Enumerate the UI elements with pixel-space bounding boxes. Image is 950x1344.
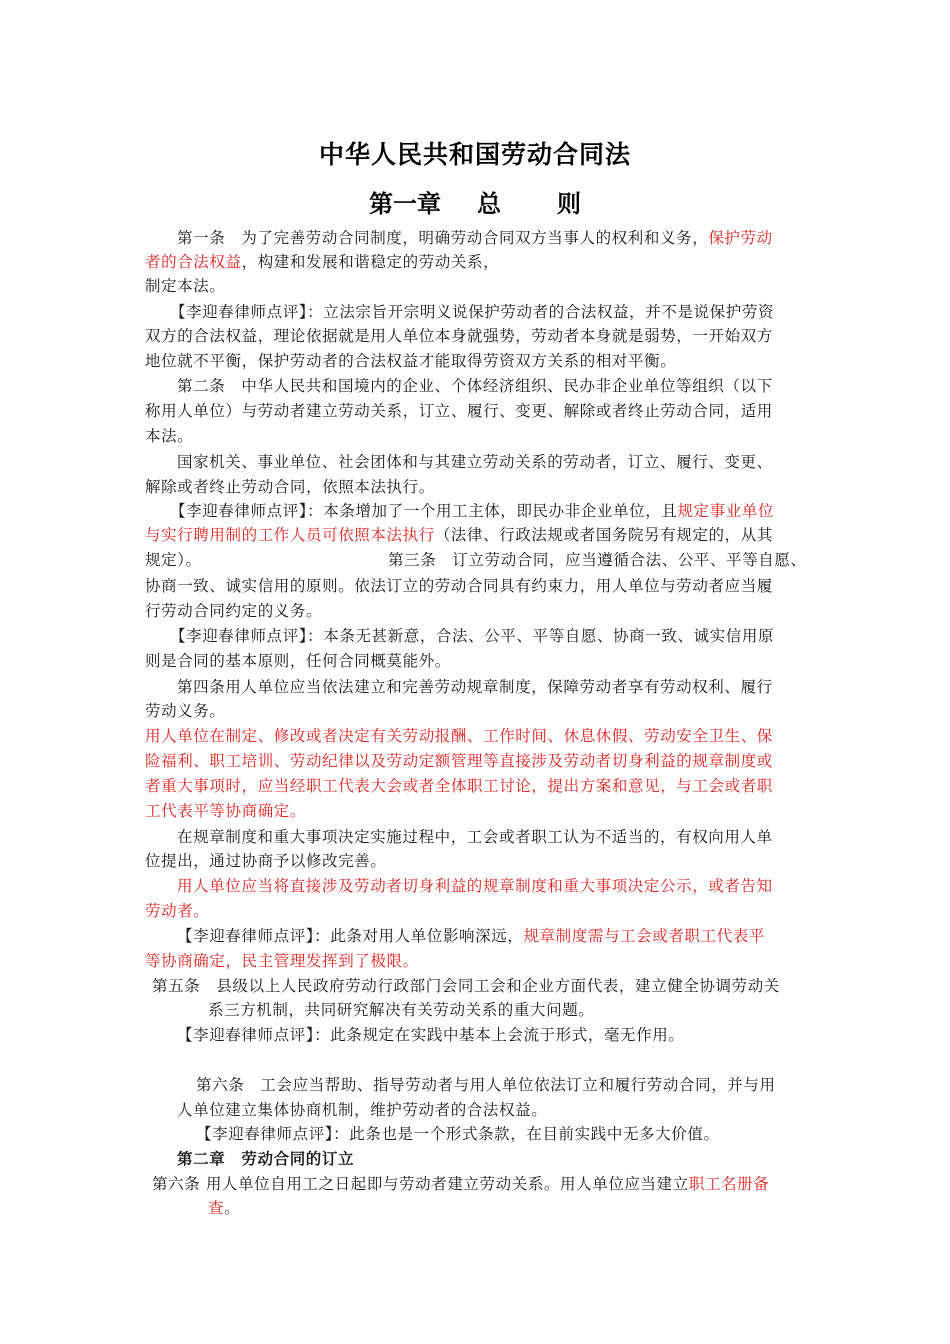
comment-4-line-1 xyxy=(177,924,765,948)
article-6-line-2: 人单位建立集体协商机制，维护劳动者的合法权益。 xyxy=(177,1101,548,1119)
document-title: 中华人民共和国劳动合同法 xyxy=(318,140,631,169)
comment-2-highlight: 规定事业单位 xyxy=(677,502,775,520)
article-6b-highlight-cont: 查 xyxy=(208,1199,225,1217)
article-3-line-2: 协商一致、诚实信用的原则。依法订立的劳动合同具有约束力，用人单位与劳动者应当履 xyxy=(145,577,773,595)
article-3-line-3: 行劳动合同约定的义务。 xyxy=(145,602,323,620)
comment-4-line-2: 等协商确定，民主管理发挥到了极限。 xyxy=(145,952,419,970)
article-6b-line-1 xyxy=(152,1172,769,1196)
article-2-line-4: 国家机关、事业单位、社会团体和与其建立劳动关系的劳动者，订立、履行、变更、 xyxy=(177,453,773,471)
chapter-2-heading: 第二章 劳动合同的订立 xyxy=(177,1150,355,1168)
article-3-line-1: 第三条 订立劳动合同，应当遵循合法、公平、平等自愿、 xyxy=(388,551,807,569)
article-6b-line-2 xyxy=(208,1196,240,1220)
comment-2-line-2 xyxy=(145,523,773,547)
comment-4-text: 【李迎春律师点评】：此条对用人单位影响深远， xyxy=(177,927,524,945)
article-1-text-cont: ，构建和发展和谐稳定的劳动关系， xyxy=(241,253,500,271)
comment-2-line-3: 规定）。 xyxy=(145,551,202,569)
article-1-text: 第一条 为了完善劳动合同制度，明确劳动合同双方当事人的权利和义务， xyxy=(177,229,709,247)
chapter-1-label: 第一章 xyxy=(369,190,441,218)
article-6b-highlight: 职工名册备 xyxy=(688,1175,770,1193)
comment-5-line-1: 【李迎春律师点评】：此条规定在实践中基本上会流于形式，毫无作用。 xyxy=(177,1026,685,1044)
article-1-highlight-cont: 者的合法权益 xyxy=(145,253,242,271)
article-2-line-5: 解除或者终止劳动合同，依照本法执行。 xyxy=(145,478,435,496)
comment-6-line-1: 【李迎春律师点评】：此条也是一个形式条款，在目前实践中无多大价值。 xyxy=(196,1125,720,1143)
comment-3-line-2: 则是合同的基本原则，任何合同概莫能外。 xyxy=(145,652,451,670)
article-4-red-line-1: 用人单位在制定、修改或者决定有关劳动报酬、工作时间、休息休假、劳动安全卫生、保 xyxy=(145,727,773,745)
chapter-1-heading xyxy=(0,184,950,219)
article-1-line-1 xyxy=(177,226,773,250)
comment-2-text: 【李迎春律师点评】：本条增加了一个用工主体，即民办非企业单位，且 xyxy=(170,502,678,520)
article-4-line-1: 第四条用人单位应当依法建立和完善劳动规章制度，保障劳动者享有劳动权利、履行 xyxy=(177,678,773,696)
comment-1-line-2: 双方的合法权益，理论依据就是用人单位本身就强势，劳动者本身就是弱势，一开始双方 xyxy=(145,327,773,345)
article-4-para-line-1: 在规章制度和重大事项决定实施过程中，工会或者职工认为不适当的，有权向用人单 xyxy=(177,828,773,846)
comment-1-line-3: 地位就不平衡，保护劳动者的合法权益才能取得劳资双方关系的相对平衡。 xyxy=(145,352,677,370)
article-2-line-3: 本法。 xyxy=(145,427,194,445)
comment-2-text-cont: （法律、行政法规或者国务院另有规定的，从其 xyxy=(434,526,773,544)
article-1-highlight: 保护劳动 xyxy=(708,229,773,247)
article-6b-text: 第六条 用人单位自用工之日起即与劳动者建立劳动关系。用人单位应当建立 xyxy=(152,1175,689,1193)
chapter-1-word-1: 总 xyxy=(477,190,501,218)
article-4-red-line-2: 险福利、职工培训、劳动纪律以及劳动定额管理等直接涉及劳动者切身利益的规章制度或 xyxy=(145,752,773,770)
comment-4-highlight: 规章制度需与工会或者职工代表平 xyxy=(523,927,765,945)
article-4-line-2: 劳动义务。 xyxy=(145,702,226,720)
article-5-line-1: 第五条 县级以上人民政府劳动行政部门会同工会和企业方面代表，建立健全协调劳动关 xyxy=(152,977,780,995)
article-5-line-2: 系三方机制，共同研究解决有关劳动关系的重大问题。 xyxy=(208,1001,595,1019)
chapter-1-word-2: 则 xyxy=(557,190,581,218)
comment-2-highlight-cont: 与实行聘用制的工作人员可依照本法执行 xyxy=(145,526,435,544)
article-2-line-2: 称用人单位）与劳动者建立劳动关系，订立、履行、变更、解除或者终止劳动合同，适用 xyxy=(145,402,773,420)
comment-1-line-1: 【李迎春律师点评】：立法宗旨开宗明义说保护劳动者的合法权益，并不是说保护劳资 xyxy=(170,303,775,321)
article-4-red-line-5: 用人单位应当将直接涉及劳动者切身利益的规章制度和重大事项决定公示，或者告知 xyxy=(177,877,773,895)
comment-3-line-1: 【李迎春律师点评】：本条无甚新意，合法、公平、平等自愿、协商一致、诚实信用原 xyxy=(170,627,775,645)
article-1-line-3: 制定本法。 xyxy=(145,277,226,295)
article-6b-text-cont: 。 xyxy=(224,1199,241,1217)
article-1-line-2 xyxy=(145,250,499,274)
article-6-line-1: 第六条 工会应当帮助、指导劳动者与用人单位依法订立和履行劳动合同，并与用 xyxy=(196,1076,776,1094)
article-4-red-line-4: 工代表平等协商确定。 xyxy=(145,802,307,820)
article-2-line-1: 第二条 中华人民共和国境内的企业、个体经济组织、民办非企业单位等组织（以下 xyxy=(177,377,773,395)
comment-2-line-1 xyxy=(170,499,774,523)
article-4-para-line-2: 位提出，通过协商予以修改完善。 xyxy=(145,852,387,870)
article-4-red-line-3: 者重大事项时，应当经职工代表大会或者全体职工讨论，提出方案和意见，与工会或者职 xyxy=(145,777,773,795)
article-4-red-line-6: 劳动者。 xyxy=(145,902,210,920)
